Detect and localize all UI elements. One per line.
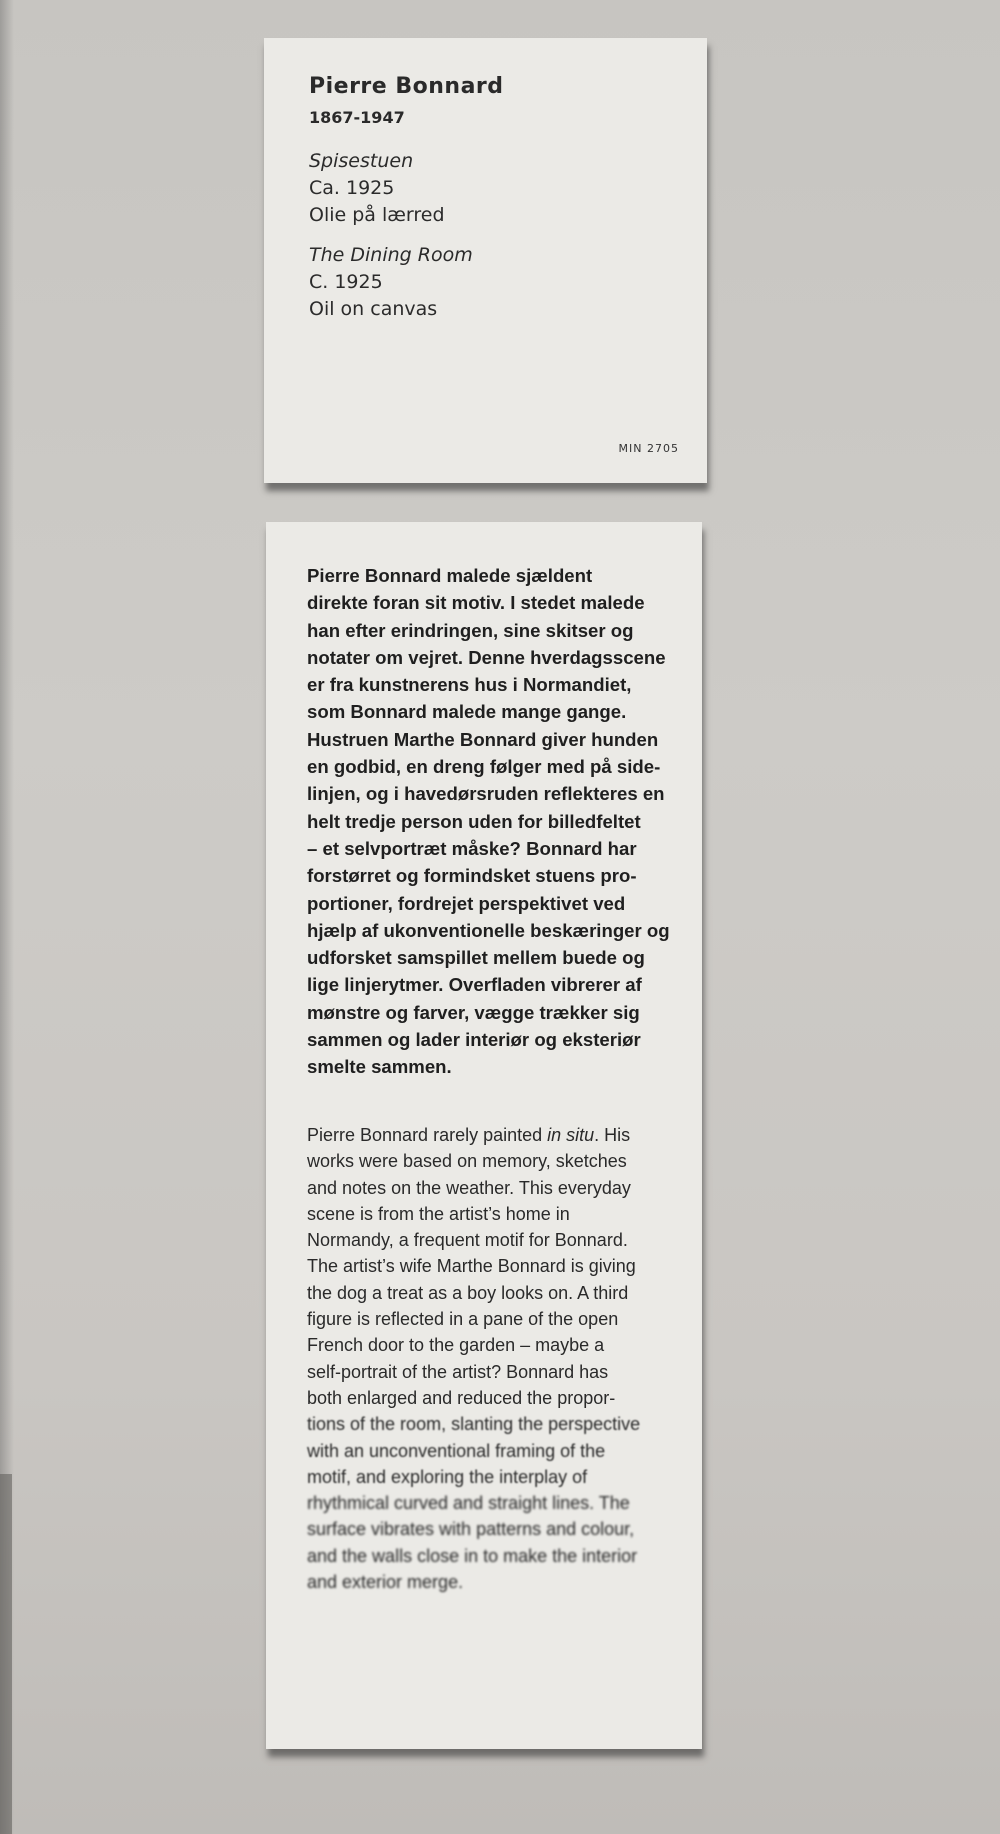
artist-name: Pierre Bonnard [309,74,504,99]
text-line: mønstre og farver, vægge trækker sig [307,1001,640,1023]
text-line: han efter erindringen, sine skitser og [307,619,634,641]
text-line: direkte foran sit motiv. I stedet malede [307,592,645,614]
text-line: udforsket samspillet mellem buede og [307,947,645,969]
text-line: Pierre Bonnard rarely painted in situ. His [307,1125,631,1145]
text-line: linjen, og i havedørsruden reflekteres en [307,783,665,805]
text-line: Hustruen Marthe Bonnard giver hunden [307,728,659,750]
text-line: and the walls close in to make the interior [307,1545,638,1566]
english-date: C. 1925 [309,271,383,293]
text-line: scene is from the artist’s home in [307,1203,570,1224]
text-line: French door to the garden – maybe a [307,1335,605,1356]
text-line: hjælp af ukonventionelle beskæringer og [307,919,670,941]
text-line: – et selvportræt måske? Bonnard har [307,837,637,859]
text-line: tions of the room, slanting the perspective [307,1414,641,1435]
english-artwork-info [309,242,473,323]
text-line: en godbid, en dreng følger med på side- [307,756,661,778]
text-line: er fra kunstnerens hus i Normandiet, [307,674,632,696]
text-line: smelte sammen. [307,1056,452,1078]
text-line: lige linjerytmer. Overfladen vibrerer af [307,974,642,996]
danish-artwork-info [309,148,445,229]
text-line: self-portrait of the artist? Bonnard has [307,1361,609,1382]
text-line: surface vibrates with patterns and colour, [307,1519,635,1540]
description-card [266,522,702,1749]
text-line: som Bonnard malede mange gange. [307,701,627,723]
wall-left-edge [0,1474,12,1834]
artist-dates: 1867-1947 [309,108,405,127]
text-line: and notes on the weather. This everyday [307,1177,631,1198]
inventory-number: MIN 2705 [618,442,679,455]
text-line: both enlarged and reduced the propor- [307,1387,616,1408]
text-line: with an unconventional framing of the [307,1440,606,1461]
danish-medium: Olie på lærred [309,204,445,226]
text-line: Normandy, a frequent motif for Bonnard. [307,1230,628,1251]
text-line: helt tredje person uden for billedfeltet [307,810,641,832]
danish-title: Spisestuen [309,150,414,172]
english-title: The Dining Room [309,244,473,266]
danish-description [307,562,689,1081]
artwork-label-card [264,38,707,483]
danish-date: Ca. 1925 [309,177,395,199]
text-line: the dog a treat as a boy looks on. A third [307,1282,629,1303]
english-description [307,1122,679,1595]
text-line: figure is reflected in a pane of the open [307,1309,619,1330]
text-line: Pierre Bonnard malede sjældent [307,565,593,586]
text-line: The artist’s wife Marthe Bonnard is giving [307,1256,636,1277]
text-line: portioner, fordrejet perspektivet ved [307,892,626,914]
text-line: notater om vejret. Denne hverdagsscene [307,646,666,668]
text-line: forstørret og formindsket stuens pro- [307,865,637,887]
english-medium: Oil on canvas [309,298,438,320]
text-line: and exterior merge. [307,1572,464,1593]
text-line: rhythmical curved and straight lines. The [307,1493,630,1514]
text-line: motif, and exploring the interplay of [307,1466,588,1487]
text-line: works were based on memory, sketches [307,1151,627,1172]
text-line: sammen og lader interiør og eksteriør [307,1029,641,1051]
